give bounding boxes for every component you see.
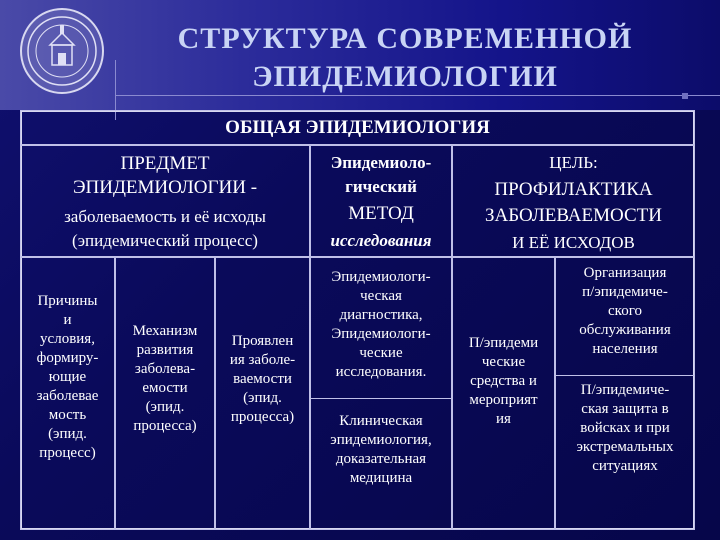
goal-line-1: ЦЕЛЬ: <box>549 153 598 172</box>
manifestation-cell <box>215 257 310 530</box>
protection-line-1: П/эпидемиче- <box>580 382 670 398</box>
table-header: ОБЩАЯ ЭПИДЕМИОЛОГИЯ <box>20 110 695 145</box>
subject-line-4: (эпидемический процесс) <box>72 231 258 250</box>
causes-line-6: заболевае <box>36 388 99 404</box>
diagnostics-line-5: ческие <box>359 345 403 361</box>
page-title <box>140 20 670 96</box>
university-seal-logo <box>20 8 104 94</box>
mechanism-line-3: заболева- <box>134 361 196 377</box>
goal-line-4: И ЕЁ ИСХОДОВ <box>512 233 635 252</box>
organization-line-1: Организация <box>583 265 667 281</box>
diagnostics-line-4: Эпидемиологи- <box>331 326 431 342</box>
protection-line-2: ская защита в <box>581 401 669 417</box>
organization-line-2: п/эпидемиче- <box>582 284 668 300</box>
causes-line-9: процесс) <box>39 445 96 461</box>
method-line-2: гический <box>345 177 417 196</box>
causes-line-8: (эпид. <box>48 426 87 442</box>
organization-line-3: ского <box>608 303 642 319</box>
manifestation-line-4: (эпид. <box>243 390 282 406</box>
organization-protection-divider <box>555 375 695 376</box>
diagnostics-line-6: исследования. <box>335 364 427 380</box>
title-line-1: СТРУКТУРА СОВРЕМЕННОЙ <box>177 22 633 55</box>
causes-line-7: мость <box>48 407 87 423</box>
method-line-4: исследования <box>330 231 432 250</box>
title-line-2: ЭПИДЕМИОЛОГИИ <box>252 60 558 93</box>
diagnostics-line-1: Эпидемиологи- <box>331 269 431 285</box>
decor-square <box>682 93 688 99</box>
organization-line-4: обслуживания <box>579 322 671 338</box>
subject-cell <box>20 145 310 257</box>
causes-line-5: ющие <box>48 369 87 385</box>
mechanism-line-2: развития <box>136 342 194 358</box>
goal-line-3: ЗАБОЛЕВАЕМОСТИ <box>485 205 662 226</box>
measures-line-1: П/эпидеми <box>468 335 539 351</box>
diagnostics-line-2: ческая <box>360 288 402 304</box>
measures-line-4: мероприят <box>469 392 538 408</box>
causes-line-4: формиру- <box>36 350 99 366</box>
subject-line-2: ЭПИДЕМИОЛОГИИ - <box>72 177 258 198</box>
clinical-line-1: Клиническая <box>339 413 423 429</box>
clinical-line-4: медицина <box>349 470 413 486</box>
manifestation-line-3: ваемости <box>233 371 292 387</box>
measures-line-5: ия <box>496 411 511 427</box>
method-cell <box>310 145 452 257</box>
causes-line-2: и <box>63 312 72 328</box>
manifestation-line-2: ия заболе- <box>229 352 296 368</box>
causes-cell <box>20 257 115 530</box>
manifestation-line-1: Проявлен <box>231 333 294 349</box>
clinical-line-2: эпидемиология, <box>330 432 432 448</box>
measures-line-3: средства и <box>470 373 537 389</box>
method-line-3: МЕТОД <box>348 203 414 224</box>
causes-line-1: Причины <box>37 293 98 309</box>
clinical-line-3: доказательная <box>335 451 427 467</box>
goal-cell <box>452 145 695 257</box>
mechanism-line-1: Механизм <box>132 323 198 339</box>
organization-protection-cell <box>555 257 695 530</box>
measures-cell <box>452 257 555 530</box>
mechanism-line-4: емости <box>142 380 188 396</box>
protection-line-3: войсках и при <box>580 420 670 436</box>
subject-line-1: ПРЕДМЕТ <box>120 153 210 174</box>
manifestation-line-5: процесса) <box>230 409 295 425</box>
organization-line-5: населения <box>592 341 658 357</box>
causes-line-3: условия, <box>40 331 95 347</box>
protection-line-4: экстремальных <box>576 439 674 455</box>
method-details-cell <box>310 257 452 530</box>
diagnostics-line-3: диагностика, <box>339 307 423 323</box>
method-details-divider <box>310 398 452 399</box>
mechanism-line-6: процесса) <box>133 418 197 434</box>
goal-line-2: ПРОФИЛАКТИКА <box>494 179 653 200</box>
measures-line-2: ческие <box>481 354 526 370</box>
subject-line-3: заболеваемость и её исходы <box>64 207 266 226</box>
mechanism-line-5: (эпид. <box>145 399 185 415</box>
protection-line-5: ситуациях <box>592 458 658 474</box>
mechanism-cell <box>115 257 215 530</box>
method-line-1: Эпидемиоло- <box>330 153 432 172</box>
